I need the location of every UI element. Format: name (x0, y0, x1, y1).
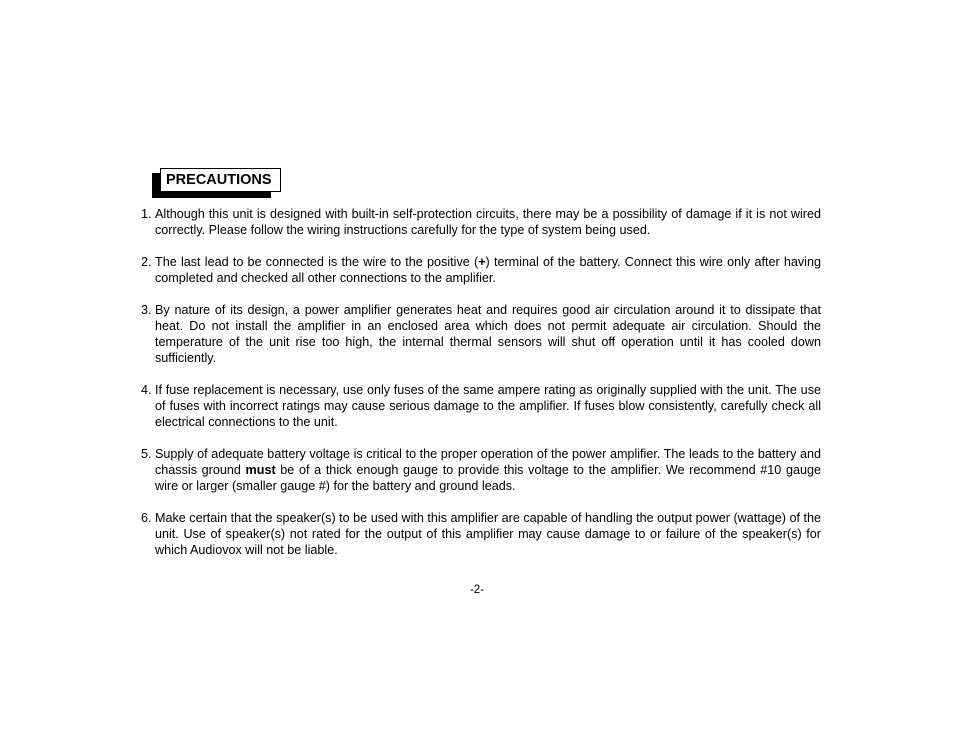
list-item (141, 254, 821, 286)
item-number: 4. (141, 383, 152, 397)
item-text-part: The last lead to be connected is the wire to the positive ( (155, 255, 479, 269)
item-text: If fuse replacement is necessary, use only fuses of the same ampere rating as originally supplied with the unit. The use of fuses with incorrect ratings may cause serious damage to the amplifier. If fuses blow consistently, carefully check all electrical connections to the unit. (155, 383, 821, 429)
list-item (141, 510, 821, 558)
list-item (141, 382, 821, 430)
item-text (155, 447, 821, 493)
item-text-part: Supply of adequate battery voltage is critical to the proper operation of the power amplifier. The leads to the battery and chassis ground (155, 447, 821, 477)
list-item (141, 446, 821, 494)
item-text: Although this unit is designed with built-in self-protection circuits, there may be a possibility of damage if it is not wired correctly. Please follow the wiring instructions carefully for the type of system being used. (155, 207, 821, 237)
item-text-bold: must (245, 463, 276, 477)
item-text-bold: + (478, 255, 486, 269)
item-number: 5. (141, 447, 152, 461)
list-item (141, 302, 821, 366)
item-text: By nature of its design, a power amplifier generates heat and requires good air circulation around it to dissipate that heat. Do not install the amplifier in an enclosed area which does not permit adequate air circulation. Should the temperature of the unit rise too high, the internal thermal sensors will shut off operation until it has cooled down sufficiently. (155, 303, 821, 365)
item-number: 6. (141, 511, 152, 525)
item-text (155, 255, 821, 285)
item-number: 1. (141, 207, 152, 221)
page-number: -2- (469, 584, 485, 596)
section-heading (152, 168, 281, 198)
item-text: Make certain that the speaker(s) to be used with this amplifier are capable of handling the output power (wattage) of the unit. Use of speaker(s) not rated for the output of this amplifier may cause damage to or failure of the speaker(s) for which Audiovox will not be liable. (155, 511, 821, 557)
item-number: 2. (141, 255, 152, 269)
item-text-part: be of a thick enough gauge to provide this voltage to the amplifier. We recommend #10 gauge wire or larger (smaller gauge #) for the battery and ground leads. (155, 463, 821, 493)
item-text-part: ) terminal of the battery. Connect this wire only after having completed and checked all other connections to the amplifier. (155, 255, 821, 285)
item-number: 3. (141, 303, 152, 317)
precautions-list (141, 206, 821, 574)
heading-title: PRECAUTIONS (160, 168, 281, 192)
list-item (141, 206, 821, 238)
